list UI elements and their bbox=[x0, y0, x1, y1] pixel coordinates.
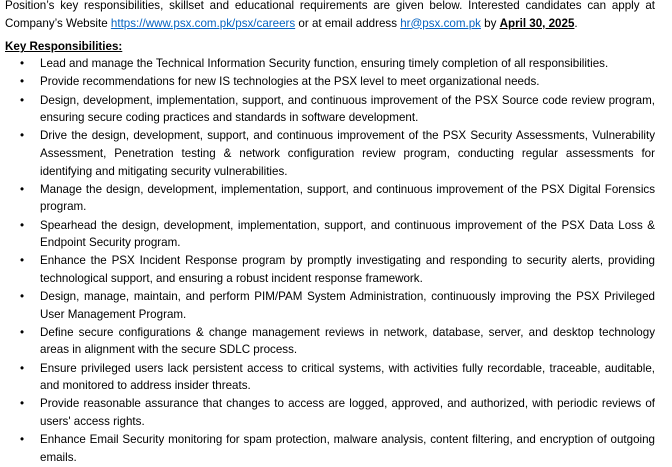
bullet-icon: • bbox=[19, 75, 25, 89]
list-item bbox=[5, 217, 655, 252]
careers-website-link[interactable]: https://www.psx.com.pk/psx/careers bbox=[110, 16, 296, 30]
bullet-icon: • bbox=[19, 325, 25, 339]
list-item bbox=[5, 127, 655, 180]
bullet-icon: • bbox=[19, 182, 25, 196]
list-item-text: Design, development, implementation, support, and continuous improvement of the PSX Source code review program, ensuring secure coding practices and standards in software development. bbox=[40, 93, 655, 125]
list-item-text: Lead and manage the Technical Information Security function, ensuring timely completion of all responsibilities. bbox=[40, 57, 609, 71]
list-item bbox=[5, 431, 655, 466]
bullet-icon: • bbox=[19, 433, 25, 447]
list-item-text: Provide reasonable assurance that changes to access are logged, approved, and authorized, with periodic reviews of users' access rights. bbox=[40, 397, 655, 428]
list-item-text: Define secure configurations & change management reviews in network, database, server, and desktop technology areas in alignment with the secure SDLC process. bbox=[40, 325, 655, 357]
bullet-icon: • bbox=[19, 129, 25, 143]
list-item bbox=[5, 73, 655, 91]
list-item bbox=[5, 395, 655, 430]
bullet-icon: • bbox=[19, 254, 25, 268]
responsibilities-list bbox=[5, 55, 655, 466]
list-item-text: Enhance Email Security monitoring for spam protection, malware analysis, content filtering, and encryption of outgoing emails. bbox=[40, 433, 655, 464]
list-item-text: Design, manage, maintain, and perform PIM/PAM System Administration, continuously improving the PSX Privileged User Management Program. bbox=[40, 290, 655, 321]
intro-text-by: by bbox=[480, 16, 500, 30]
intro-text-end: . bbox=[574, 16, 578, 30]
intro-text: Position’s key responsibilities, skillset and educational requirements are given below. Interested candidates can apply at Company’s Website bbox=[5, 0, 655, 30]
application-deadline: April 30, 2025 bbox=[499, 16, 575, 30]
list-item-text: Spearhead the design, development, implementation, support, and continuous improvement of the PSX Data Loss & Endpoint Security program. bbox=[40, 218, 655, 250]
list-item-text: Enhance the PSX Incident Response program by promptly investigating and responding to security alerts, providing technological support, and ensuring a robust incident response framework. bbox=[40, 254, 655, 285]
intro-text-between: or at email address bbox=[295, 16, 401, 30]
key-responsibilities-heading: Key Responsibilities: bbox=[5, 40, 123, 54]
list-item bbox=[5, 288, 655, 323]
bullet-icon: • bbox=[19, 93, 25, 107]
list-item bbox=[5, 360, 655, 395]
list-item bbox=[5, 92, 655, 127]
list-item bbox=[5, 324, 655, 359]
bullet-icon: • bbox=[19, 57, 25, 71]
list-item-text: Drive the design, development, support, and continuous improvement of the PSX Security Assessments, Vulnerability Assessment, Penetration testing & network configuration review program, conducting regular assessments for identifying and mitigating security vulnerabilities. bbox=[40, 129, 655, 178]
hr-email-link[interactable]: hr@psx.com.pk bbox=[400, 16, 481, 30]
list-item bbox=[5, 252, 655, 287]
job-posting-document bbox=[5, 0, 655, 467]
list-item-text: Ensure privileged users lack persistent access to critical systems, with activities fully recordable, traceable, auditable, and monitored to address insider threats. bbox=[40, 361, 655, 393]
bullet-icon: • bbox=[19, 218, 25, 232]
list-item-text: Provide recommendations for new IS technologies at the PSX level to meet organizational needs. bbox=[40, 75, 540, 89]
list-item-text: Manage the design, development, implementation, support, and continuous improvement of the PSX Digital Forensics program. bbox=[40, 182, 655, 214]
list-item bbox=[5, 181, 655, 216]
bullet-icon: • bbox=[19, 290, 25, 304]
list-item bbox=[5, 55, 655, 73]
intro-paragraph bbox=[5, 0, 655, 32]
bullet-icon: • bbox=[19, 397, 25, 411]
bullet-icon: • bbox=[19, 361, 25, 375]
